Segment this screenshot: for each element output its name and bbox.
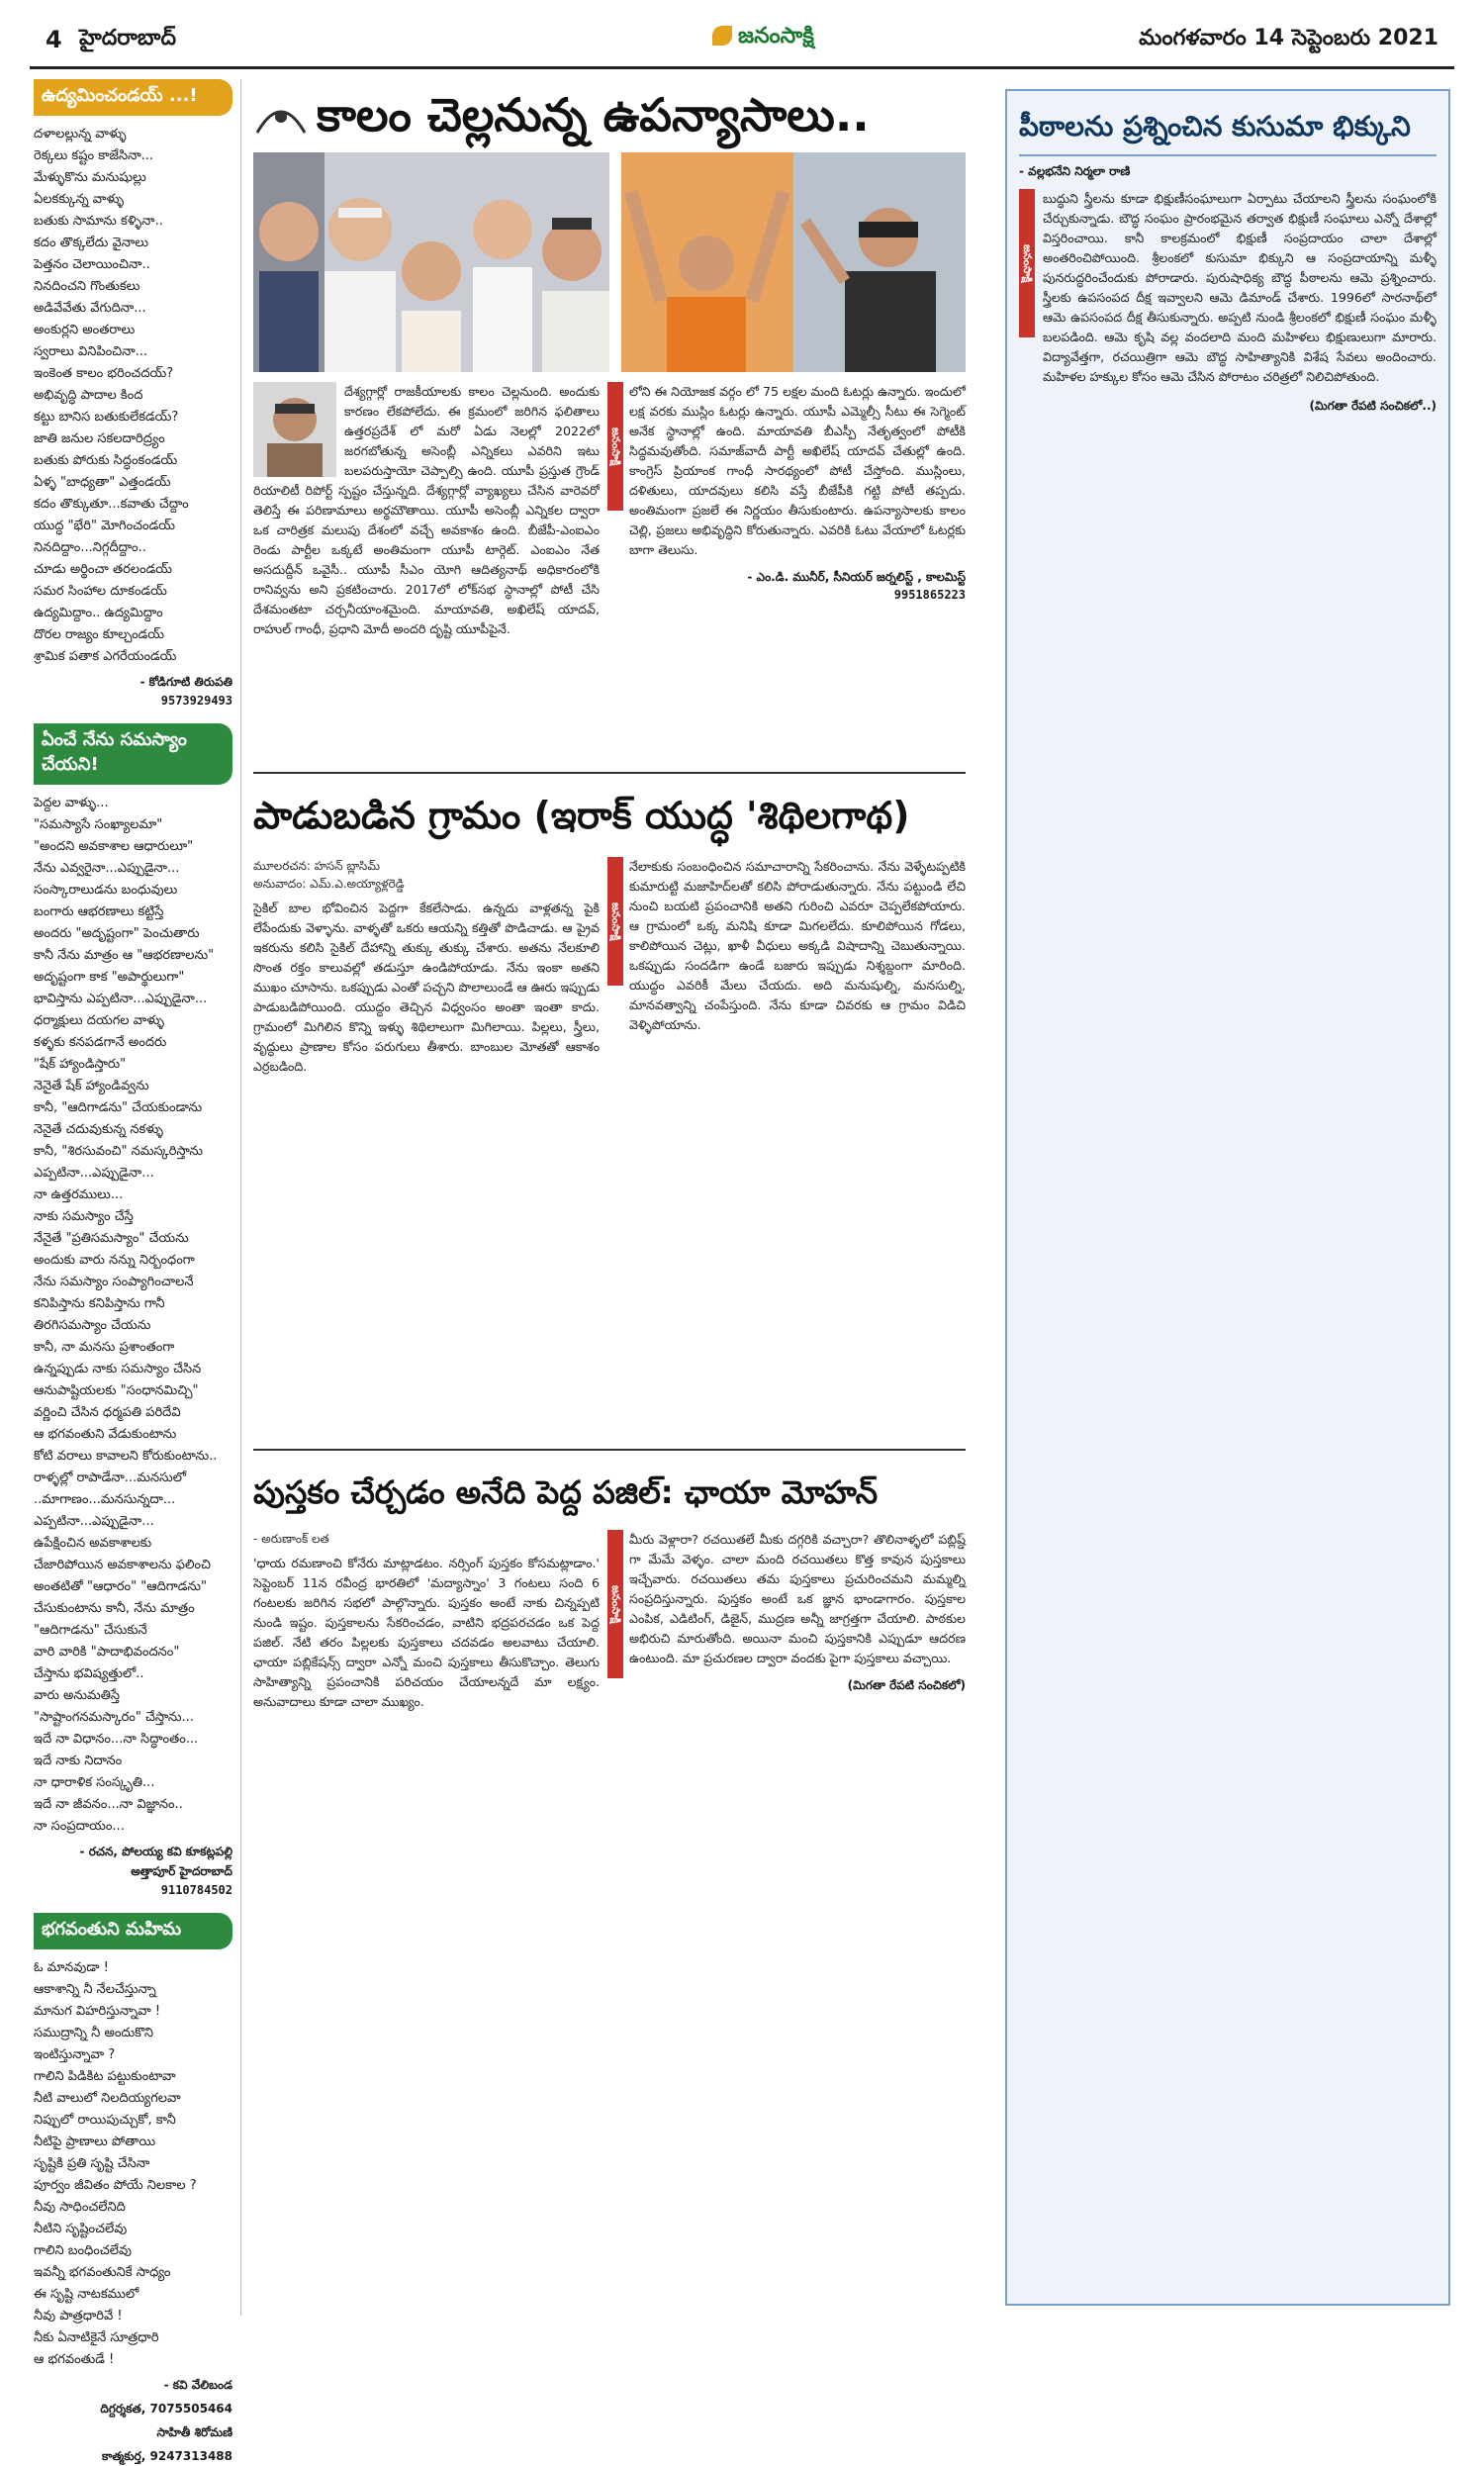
headline-ornament-icon <box>253 97 309 137</box>
poem-line: నెనైతే చదువుకున్న నకళ్ళు <box>34 1122 163 1137</box>
poem-line: ఆ భగవంతుడే ! <box>34 2352 115 2367</box>
poem-line: ఎప్పటినా...ఎప్పుడైనా... <box>34 1166 154 1181</box>
poem-line: కానీ నేను మాత్రం ఆ "ఆభరణాలను" <box>34 948 215 963</box>
article1-author: - ఎం.డి. మునీర్, సీనియర్ జర్నలిస్ట్ , కాలమిస్ట్ <box>747 570 966 584</box>
poem-line: ఉపేక్షించిన అవకాశాలకు <box>34 1536 152 1551</box>
poem-line: మానుగ విహరిస్తున్నావా ! <box>34 2004 161 2019</box>
article-1 <box>253 79 966 762</box>
poem-line: నినదించని గొంతుకలు <box>34 279 140 294</box>
poem-line: పెత్తనం చెలాయించినా.. <box>34 257 150 272</box>
poem-line: గాలిని బంధించలేవు <box>34 2243 132 2258</box>
poem-line: నా ధారాళిక సంస్కృతి... <box>34 1775 155 1790</box>
poem3-title: భగవంతుని మహిమ <box>34 1913 232 1949</box>
poem-line: కదం తొక్కలేదు వైనాలు <box>34 236 148 250</box>
poem-line: ఏలకక్కున్న వాళ్ళు <box>34 192 125 207</box>
poem1-phone: 9573929493 <box>160 694 232 708</box>
page-header <box>30 18 1454 69</box>
poem1-title: ఉద్యమించండయ్ ...! <box>34 79 232 116</box>
poem-line: "సాష్టాంగనమస్కారం" చేస్తాను... <box>34 1710 194 1725</box>
poem3-address: దిగ్దర్శకత, 7075505464 <box>100 2402 232 2416</box>
poem-line: వారి వారికి "పాదాభివందనం" <box>34 1645 180 1660</box>
poem-line: ఇవన్నీ భగవంతునికే సాధ్యం <box>34 2265 171 2280</box>
poem-line: కదం తొక్కుతూ...కవాతు చేద్దాం <box>34 497 189 512</box>
leaders-collage-photo <box>253 152 609 372</box>
columnist-portrait <box>253 382 336 477</box>
poem-line: రెక్కలు కష్టం కాజేసినా... <box>34 148 154 163</box>
poem-line: భావిస్తాను ఎప్పటినా...ఎప్పుడైనా... <box>34 992 208 1006</box>
poem-line: చేసుకుంటాను కానీ, నేను మాత్రం <box>34 1601 195 1616</box>
poem-line: సృష్టికి ప్రతి సృష్టి చేసినా <box>34 2156 150 2171</box>
article4-stripe: జనంసాక్షి <box>1019 189 1035 337</box>
article3-headline: పుస్తకం చేర్చడం అనేది పెద్ద పజిల్: ఛాయా మోహన్ <box>253 1473 879 1511</box>
poem-line: నెనైతే షేక్ హ్యాండివ్వను <box>34 1079 149 1093</box>
article4-continued: (మిగతా రేపటి సంచికలో..) <box>1309 399 1437 413</box>
poem-line: చేస్తాను భవిష్యత్తులో.. <box>34 1666 144 1681</box>
article4-headline: పీఠాలను ప్రశ్నించిన కుసుమా భిక్కుని <box>1019 101 1437 156</box>
poem-line: సమర సింహాల దూకండయ్ <box>34 584 167 599</box>
poem-line: కానీ, నా మనసు ప్రశాంతంగా <box>34 1340 175 1355</box>
article3-byline: - అరుణాంక్ లత <box>253 1532 329 1546</box>
article1-headline-text: కాలం చెల్లనున్న ఉపన్యాసాలు.. <box>317 88 870 142</box>
poem-line: "అందని అవకాశాల ఆధారులూ" <box>34 839 194 854</box>
poem-line: ధర్మాక్షులు దయగల వాళ్ళు <box>34 1013 165 1028</box>
article3-text-left: 'ధాయ రమణాంచి కోనేరు మాట్లాడటం. నర్సింగ్ పుస్తకం కోసమట్లాడాం.' సెప్టెంబర్ 11న రవీంద్ర భారతిలో 'మద్యాస్నాం' 3 గంటలు సంది 6 గంటలకు జరిగిన సభలో పాల్గొన్నారు. పుస్తకం అంటే నాకు చిన్నప్పటి నుండి ఇష్టం. పుస్తకాలను సేకరించడం, వాటిని భద్రపరచడం ఒక పెద్ద పజిల్. నేటి తరం పిల్లలకు పుస్తకాలు చదవడం అలవాటు చేయాలి. ఛాయా పబ్లికేషన్స్ ద్వారా ఎన్నో మంచి పుస్తకాలు తీసుకొచ్చాం. తెలుగు సాహిత్యాన్ని ప్రపంచానికి పరిచయం చేయాలన్నదే మా లక్ష్యం. అనువాదాలు కూడా చాలా ముఖ్యం. <box>253 1556 600 1709</box>
article2-byline-original: మూలరచన: హసన్ బ్లాసిమ్ <box>253 859 381 873</box>
poem3-author2: సాహితీ శిరోమణి <box>156 2425 232 2439</box>
poem-line: కనిపిస్తాను కనిపిస్తాను గానీ <box>34 1296 165 1311</box>
poem-line: పూర్వం జీవితం పోయే నిలకాల ? <box>34 2178 197 2193</box>
poem-line: ఇదే నా విధానం...నా సిద్ధాంతం... <box>34 1732 199 1747</box>
poem-line: నీవు సాధించలేనిది <box>34 2200 126 2215</box>
poem-line: "సమస్యాసే సంఖ్యాలమా" <box>34 817 163 832</box>
poem-line: ..మాగాణం...మనసున్నదా... <box>34 1492 176 1507</box>
masthead <box>712 24 814 53</box>
article-3 <box>253 1461 966 2312</box>
poem3-body <box>34 1957 232 2371</box>
poem-line: కళ్ళకు కనపడగానే అందరు <box>34 1035 167 1050</box>
poem-line: ఎప్పటినా...ఎప్పుడైనా... <box>34 1514 154 1529</box>
issue-date: మంగళవారం 14 సెప్టెంబరు 2021 <box>1139 26 1438 50</box>
article3-stripe: జనంసాక్షి <box>607 1530 623 1678</box>
edition-city: హైదరాబాద్ <box>79 26 176 50</box>
poem-line: దొరల రాజ్యం కూల్చండయ్ <box>34 627 164 642</box>
article1-phone: 9951865223 <box>893 588 966 602</box>
poem-line: ఇంటిస్తున్నావా ? <box>34 2047 116 2062</box>
poem-line: ఉన్నప్పుడు నాకు సమస్యాం చేసిన <box>34 1362 202 1376</box>
page-number: 4 <box>46 26 62 53</box>
poem-line: నాకు సమస్యాం చేస్తే <box>34 1209 134 1224</box>
poem-line: ఇదే నాకు నిదానం <box>34 1754 123 1768</box>
poem-line: బతుకు సామాను కళ్ళినా.. <box>34 214 163 229</box>
masthead-logo-icon <box>712 26 732 46</box>
poem-line: ఈ సృష్టి నాటకములో <box>34 2287 139 2302</box>
poem-line: నీటిపై ప్రాణాలు పోతాయి <box>34 2134 156 2149</box>
rally-image <box>621 152 966 372</box>
poem-line: అదృష్టంగా కాక "అపార్థులుగా" <box>34 970 185 985</box>
poem-line: నిప్పులో రాయిపుచ్చుకో, కానీ <box>34 2113 176 2128</box>
leaders-collage-image <box>253 152 609 372</box>
poem2-author: - రచన, పోలయ్య కవి కూకట్లపల్లి అత్తాపూర్ హైదరాబాద్ <box>79 1845 232 1878</box>
poem-line: సముద్రాన్ని నీ అందుకొని <box>34 2026 153 2040</box>
columnist-photo <box>253 382 336 477</box>
poem-line: నీటిని సృష్టించలేవు <box>34 2222 128 2236</box>
article-2 <box>253 784 966 1437</box>
poem-line: "షేక్ హ్యాండిస్తారు" <box>34 1057 127 1072</box>
poem-line: అంకుర్లని అంతరాలు <box>34 323 136 337</box>
poem2-body <box>34 793 232 1838</box>
poem-line: నీటి వాలులో నిలదియ్యగలవా <box>34 2091 181 2106</box>
poem-line: నీకు ఏనాటికైనే సూత్రధారి <box>34 2330 159 2345</box>
poem-line: దళాలల్లున్న వాళ్ళు <box>34 127 127 142</box>
poem-line: మేళ్ళుకొను మనుషుల్లు <box>34 170 146 185</box>
poem-line: ఏళ్ళ "బాధ్యతా" ఎత్తండయ్ <box>34 475 171 490</box>
poem-line: నీవు పాత్రధారివే ! <box>34 2309 123 2324</box>
poem-line: ఉద్యమిద్దాం.. ఉద్యమిద్దాం <box>34 606 163 620</box>
article1-text-right: లోని ఈ నియోజక వర్గం లో 75 లక్షల మంది ఓటర్లు ఉన్నారు. ఇందులో లక్ష వరకు ముస్లిం ఓటర్లు ఉన్నారు. యూపీ ఎమ్మెల్సీ సీటు ఈ సెగ్మెంట్ అనేక స్థానాల్లో ఉంది. మాయావతి బీఎస్పీ నేతృత్వంలో పోటీకి సిద్ధమవుతోంది. సమాజ్‌వాదీ పార్టీ అఖిలేష్ యాదవ్ చేతుల్లో ఉంది. కాంగ్రెస్ ప్రియాంక గాంధీ సారథ్యంలో పోటీ చేస్తోంది. ముస్లింలు, దళితులు, యాదవులు కలిసి వస్తే బీజేపీకి గట్టి పోటీ తప్పదు. అంతిమంగా ప్రజలే ఈ నిర్ణయం తీసుకుంటారు. ఉపన్యాసాలకు కాలం చెల్లి, ప్రజలు అభివృద్ధిని కోరుతున్నారు. ఎవరికి ఓటు వేయాలో ఓటర్లకు బాగా తెలుసు. <box>629 384 966 557</box>
article4-text: బుద్ధుని స్త్రీలను కూడా భిక్షుణీసంఘాలుగా ఏర్పాటు చేయాలని స్త్రీలను సంఘంలోకి చేర్చుకున్నాడు. బౌద్ధ సంఘం ప్రారంభమైన తర్వాత భిక్షుణీ సంఘాలు ఎన్నో దేశాల్లో విస్తరించాయి. కానీ కాలక్రమంలో భిక్షుణీ సంప్రదాయం చాలా దేశాల్లో అంతరించిపోయింది. శ్రీలంకలో కుసుమా భిక్కుని ఆ సంప్రదాయాన్ని మళ్ళీ పునరుద్ధరించేందుకు పోరాడారు. పురుషాధిక్య బౌద్ధ పీఠాలను ఆమె ప్రశ్నించారు. స్త్రీలకు ఉపసంపద దీక్ష ఇవ్వాలని ఆమె డిమాండ్ చేశారు. 1996లో సారనాథ్‌లో ఆమె ఉపసంపద దీక్ష తీసుకున్నారు. అప్పటి నుండి శ్రీలంకలో భిక్షుణీ సంఘం మళ్ళీ బలపడింది. ఆమె కృషి వల్ల వందలాది మంది మహిళలు భిక్షుణులుగా మారారు. విద్యావేత్తగా, రచయిత్రిగా ఆమె బౌద్ధ సాహిత్యానికి విశేష సేవలు అందించారు. మహిళల హక్కుల కోసం ఆమె చేసిన పోరాటం చరిత్రలో నిలిచిపోతుంది. <box>1043 191 1437 384</box>
poem-line: ఆకాశాన్ని నీ నేలచేస్తున్నా <box>34 1982 156 1997</box>
poem-line: నినదిద్దాం...నిగ్గదీద్దాం.. <box>34 540 146 555</box>
article4-byline: - వల్లభనేని నిర్మలా రాణి <box>1019 164 1131 178</box>
poem-line: అంతటితో "ఆధారం" "ఆదిగాడను" <box>34 1579 207 1594</box>
article1-text-left: దేశ్యగ్గార్లో రాజకీయాలకు కాలం చెల్లనుంది. అందుకు కారణం లేకపోలేదు. ఈ క్రమంలో జరిగిన ఫలితాలు ఉత్తరప్రదేశ్ లో మరో ఏడు నెలల్లో 2022లో జరగబోతున్న అసెంబ్లీ ఎన్నికలు ఎవరిని ఇటు బలపరుస్తాయో చెప్పాల్సి ఉంది. యూపీ ప్రస్తుత గ్రౌండ్ రియాలిటీ రిపోర్ట్ స్పష్టం చేస్తున్నది. దేశ్యగ్గార్లో వ్యాఖ్యలు చేసిన వారెవరో తెలిస్తే ఈ పరిణామాలు అర్థమౌతాయి. యూపీ అసెంబ్లీ ఎన్నికల ద్వారా ఒక చారిత్రక మలుపు దేశంలో వచ్చే అవకాశం ఉంది. బీజేపీ-ఎంఐఎం రెండు పార్టీల ఒక్కటే అంతిమంగా యూపీ టార్గెట్. ఎంఐఎం నేత అసదుద్దీన్ ఒవైసీ.. యూపీ సీఎం యోగి ఆదిత్యనాథ్ అధికారంలోకి రానివ్వను అని ప్రకటించారు. 2017లో లోక్‌సభ స్థానాల్లో పోటీ చేసి దేశమంతటా చర్చనీయాంశమైంది. మాయావతి, అఖిలేష్ యాదవ్, రాహుల్ గాంధీ, ప్రధాని మోదీ అందరి దృష్టి యూపీపైనే. <box>253 384 600 636</box>
poem-line: పెద్దల వాళ్ళు... <box>34 796 109 810</box>
poem-line: బంగారు ఆభరణాలు కట్టిస్తే <box>34 904 164 919</box>
poem-line: ఆ భగవంతుని వేడుకుంటాను <box>34 1427 177 1442</box>
poem-line: నేను ఎవ్వరైనా...ఎప్పుడైనా... <box>34 861 180 876</box>
poem-line: ఓ మానవుడా ! <box>34 1960 109 1975</box>
main-content <box>253 79 966 2316</box>
poem-line: కానీ, "శిరసువంచి" నమస్కరిస్తాను <box>34 1144 204 1159</box>
article2-headline: పాడుబడిన గ్రామం (ఇరాక్ యుద్ధ 'శిథిలగాథ) <box>253 794 910 837</box>
article2-stripe: జనంసాక్షి <box>607 857 623 986</box>
article2-text-right: నేలాకుకు సంబంధించిన సమాచారాన్ని సేకరించాను. నేను వెళ్ళేటప్పటికి కుమారుట్టి మజాహిద్‌లతో కలిసి పోరాడుతున్నారు. నేను పట్టుండి లేచి నుంచి బయటి ప్రపంచానికి అతని గురించి ఎవరూ చెప్పలేకపోయారు. ఆ గ్రామంలో ఒక్క మనిషి కూడా మిగలలేదు. కూలిపోయిన గోడలు, కాలిపోయిన చెట్లు, ఖాళీ వీధులు అక్కడి విషాదాన్ని చెబుతున్నాయి. ఒకప్పుడు సందడిగా ఉండే బజారు ఇప్పుడు నిశ్శబ్దంగా మారింది. యుద్ధం ఎవరికీ మేలు చేయదు. అది మనుషుల్ని, మనసుల్ని, మానవత్వాన్ని చంపేస్తుంది. నేను కూడా చివరకు ఆ గ్రామం విడిచి వెళ్ళిపోయాను. <box>629 859 966 1032</box>
poem-line: చూడు అర్థించా తరలండయ్ <box>34 562 172 577</box>
poem-line: కోటి వరాలు కావాలని కోరుకుంటాను.. <box>34 1449 218 1464</box>
poem-line: గాలిని పిడికిట పట్టుకుంటావా <box>34 2069 176 2084</box>
article1-photos <box>253 152 966 372</box>
poem-line: తిరగిసమస్యాం చేయను <box>34 1318 151 1333</box>
poem-line: చేజారిపోయిన అవకాశాలను ఫలించి <box>34 1558 211 1572</box>
article1-stripe: జనంసాక్షి <box>607 382 623 511</box>
poem-line: రాళ్ళల్లో రాపాడేనా...మనసులో <box>34 1470 187 1485</box>
poem-line: నేనైతే "ప్రతిసమస్యాం" చేయను <box>34 1231 189 1246</box>
section-divider <box>253 1449 966 1451</box>
poem-line: ఇంకెంత కాలం భరించదయ్? <box>34 366 174 381</box>
poem-line: అందరు "అదృష్టంగా" పెంచుతారు <box>34 926 200 941</box>
poem-line: శ్రామిక పతాక ఎగరేయండయ్ <box>34 649 177 664</box>
rally-photo <box>621 152 966 372</box>
poem-line: వర్ణించి చేసిన ధర్మపతి పరిదేవి <box>34 1405 181 1420</box>
poem-line: సంస్కారాలుడను బంధువులు <box>34 883 178 898</box>
poem3-address2: కాత్మకుర్త, 9247313488 <box>101 2449 232 2463</box>
poem1-body <box>34 124 232 668</box>
poem1-author: - కోడిగూటి తిరుపతి <box>139 675 232 689</box>
poem2-phone: 9110784502 <box>160 1883 232 1897</box>
poem-line: నా ఉత్తరములు... <box>34 1187 124 1202</box>
article3-text-right: మీరు వెళ్లారా? రచయితలే మీకు దగ్గరికి వచ్చారా? తొలినాళ్ళలో పబ్లిష్డ్ గా మేమే వెళ్ళం. చాలా మంది రచయితలు కొత్త కావున పుస్తకాలు ఇచ్చేవారు. రచయితలు తమ పుస్తకాలు ప్రచురించమని మమ్మల్ని సంప్రదిస్తున్నారు. పుస్తకం అంటే ఒక జ్ఞాన భాండాగారం. పుస్తకాల ఎంపిక, ఎడిటింగ్, డిజైన్, ముద్రణ అన్నీ జాగ్రత్తగా చేయాలి. పాఠకుల అభిరుచి మారుతోంది. అయినా మంచి పుస్తకానికి ఎప్పుడూ ఆదరణ ఉంటుంది. మా ప్రచురణల ద్వారా వందకు పైగా పుస్తకాలు వచ్చాయి. <box>629 1532 966 1665</box>
article1-body <box>253 382 966 758</box>
article1-headline <box>253 79 966 144</box>
section-divider <box>253 772 966 774</box>
left-poetry-column <box>34 79 241 2463</box>
poem-line: నా సంప్రదాయం... <box>34 1819 125 1834</box>
article2-byline-translation: అనువాదం: ఎమ్.ఎ.అయ్యాళ్లరెడ్డి <box>253 877 405 891</box>
poem-line: అందుకు వారు నన్ను నిర్బంధంగా <box>34 1253 195 1268</box>
masthead-name: జనంసాక్షి <box>738 24 814 48</box>
poem-line: యుద్ధ "భేరి" మోగించండయ్ <box>34 519 175 533</box>
article2-text-left: సైకిల్ బాల భోవించిన పెద్దగా కేకలేసాడు. ఉన్నదు వాళ్లతన్న పైకి లేపేందుకు వెళ్ళాను. వాళ్ళతో ఒకరు ఆయన్ని కత్తితో పొడిచాడు. ఆ ప్రైవ ఇకరును కలిసి సైకిల్ దేహాన్ని తుక్కు తుక్కు చేశారు. అతను నేలకూలి సొంత రక్తం కాలువల్లో తడుస్తూ ఉండిపోయాడు. నేను ఇంకా అతని ముఖం చూసాను. ఒకప్పుడు ఎంతో పచ్చని పొలాలుండే ఆ ఊరు ఇప్పుడు పాడుబడిపోయింది. యుద్ధం తెచ్చిన విధ్వంసం అంతా ఇంతా కాదు. గ్రామంలో మిగిలిన కొన్ని ఇళ్ళు శిథిలాలుగా మిగిలాయి. పిల్లలు, స్త్రీలు, వృద్ధులు ప్రాణాల కోసం పరుగులు తీశారు. బాంబుల మోతతో ఆకాశం ఎర్రబడింది. <box>253 901 600 1074</box>
article3-continued: (మిగతా రేపటి సంచికలో) <box>847 1678 966 1692</box>
poem-line: బతుకు పోరుకు సిద్ధంకండయ్ <box>34 453 178 468</box>
poem-line: నేను సమస్యాం సంప్యాగించాలనే <box>34 1275 194 1289</box>
poem-line: ఇదే నా జీవనం...నా విజ్ఞానం.. <box>34 1797 183 1812</box>
poem-line: ఆనుపాష్టియలకు "సంధానమిచ్చి" <box>34 1383 199 1398</box>
poem3-author: - కవి వేలిబండ <box>163 2378 232 2392</box>
poem-line: "ఆదిగాడను" చేసుకునే <box>34 1623 147 1638</box>
poem-line: అడివేవేతు వేగుదినా... <box>34 301 146 316</box>
poem-line: వారు అనుమతిస్తే <box>34 1688 121 1703</box>
poem-line: అభివృద్ధి పాదాల కింద <box>34 388 143 403</box>
poem-line: స్వరాలు వినిపించినా... <box>34 344 148 359</box>
right-feature-column <box>1005 89 1450 2306</box>
poem2-title: ఏంచే నేను సమస్యాం చేయని! <box>34 723 232 785</box>
poem-line: కట్టు బానిస బతుకులేకడయ్? <box>34 410 179 425</box>
poem-line: కానీ, "ఆదిగాడను" చేయకుండాను <box>34 1100 203 1115</box>
poem-line: జాతి జనుల సకలదారిద్ర్యం <box>34 431 165 446</box>
